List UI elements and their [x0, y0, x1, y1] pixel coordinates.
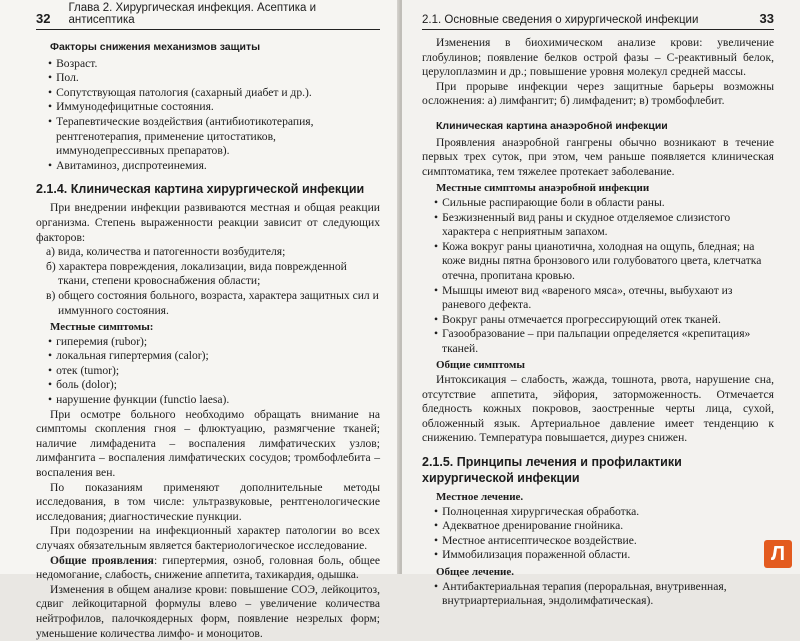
- anaerobic-local-list: [422, 196, 774, 357]
- general-treatment-list: [422, 580, 774, 609]
- list-item: в) общего состояния больного, возраста, характера защитных сил и иммунного состояния.: [46, 288, 379, 317]
- list-item: • Иммунодефицитные состояния.: [36, 100, 380, 115]
- anaerobic-local-title: Местные симптомы анаэробной инфекции: [436, 182, 650, 195]
- paragraph: При прорыве инфекции через защитные барьеры возможны осложнения: а) лимфангит; б) лимфаденит; в) тромбофлебит.: [422, 79, 774, 108]
- local-symptoms-title: Местные симптомы:: [50, 321, 154, 334]
- section-title-2-1-5: 2.1.5. Принципы лечения и профилактики хирургической инфекции: [422, 455, 682, 486]
- list-item: • Возраст.: [36, 57, 380, 72]
- list-item: • Полноценная хирургическая обработка.: [422, 505, 774, 520]
- left-running-title: Глава 2. Хирургическая инфекция. Асептика и антисептика: [68, 2, 317, 26]
- list-item: • Безжизненный вид раны и скудное отделяемое слизистого характера с неприятным запахом.: [422, 211, 774, 240]
- list-item: • Сильные распирающие боли в области раны.: [422, 196, 774, 211]
- list-item: • Местное антисептическое воздействие.: [422, 534, 774, 549]
- paragraph: Проявления анаэробной гангрены обычно возникают в течение первых трех суток, при этом, чем раньше появляется клиническая симптоматика, тем тяжелее протекает заболевание.: [422, 135, 774, 178]
- list-item: • локальная гипертермия (calor);: [36, 349, 380, 364]
- list-item: • Иммобилизация пораженной области.: [422, 548, 774, 563]
- factors-list: [36, 57, 380, 174]
- left-page: [0, 0, 400, 640]
- paragraph: Изменения в биохимическом анализе крови: увеличение глобулинов; появление белков острой фазы – С-реактивный белок, церулоплазмин и др.; повышение уровня молекул средней массы.: [422, 36, 774, 79]
- paragraph: При подозрении на инфекционный характер патологии во всех случаях обязательным является бактериологическое исследование.: [36, 524, 380, 552]
- anaerobic-title: Клиническая картина анаэробной инфекции: [436, 119, 668, 132]
- right-header: [422, 0, 774, 30]
- list-item: • нарушение функции (functio laesa).: [36, 393, 380, 408]
- left-header: [36, 0, 380, 30]
- factors-title: Факторы снижения механизмов защиты: [50, 41, 261, 53]
- paragraph: При осмотре больного необходимо обращать внимание на симптомы скопления гноя – флюктуацию, размягчение тканей; наличие лимфаденита – воспаления лимфатических узлов; лимфангита – воспаления лимфатических сосудов; тромбофлебита – воспаления вен.: [36, 407, 380, 480]
- left-page-number: 32: [36, 11, 51, 26]
- list-item: • гиперемия (rubor);: [36, 335, 380, 350]
- list-item: • боль (dolor);: [36, 378, 380, 393]
- list-item: • Терапевтические воздействия (антибиотикотерапия, рентгенотерапия, применение цитостатиков, иммунодепрессивных препаратов).: [36, 115, 380, 159]
- list-item: • Сопутствующая патология (сахарный диабет и др.).: [36, 86, 380, 101]
- right-running-title: 2.1. Основные сведения о хирургической инфекции: [422, 14, 699, 26]
- list-item: • Кожа вокруг раны цианотична, холодная на ощупь, бледная; на коже видны пятна бронзового или голубоватого цвета, клетчатка отечна, пропитана кровью.: [422, 240, 774, 284]
- right-page: [402, 0, 800, 608]
- list-item: • Вокруг раны отмечается прогрессирующий отек тканей.: [422, 313, 774, 328]
- list-item: • Адекватное дренирование гнойника.: [422, 519, 774, 534]
- list-item: • Пол.: [36, 71, 380, 86]
- general-treatment-title: Общее лечение.: [436, 566, 515, 578]
- right-page-number: 33: [759, 11, 774, 26]
- paragraph: Изменения в общем анализе крови: повышение СОЭ, лейкоцитоз, сдвиг лейкоцитарной формулы влево – увеличение количества нейтрофилов, палочкоядерных форм, появление незрелых форм; уменьшение количества лимфо- и моноцитов.: [36, 582, 380, 640]
- general-symptoms-title: Общие симптомы: [436, 359, 525, 372]
- paragraph: Интоксикация – слабость, жажда, тошнота, рвота, нарушение сна, отсутствие аппетита, эйфория, заторможенность. Отмечается бледность кожных покровов, заостренные черты лица, сухой, обложенный язык. Артериальное давление имеет тенденцию к снижению. Температура повышается, диурез снижен.: [422, 373, 774, 445]
- intro-paragraph: При внедрении инфекции развиваются местная и общая реакции организма. Степень выраженности реакции зависит от следующих факторов:: [36, 201, 380, 244]
- list-item: • Антибактериальная терапия (пероральная, внутривенная, внутриартериальная, эндолимфатическая).: [422, 580, 774, 609]
- general-signs-paragraph: [36, 554, 380, 583]
- list-item: • Газообразование – при пальпации определяется «крепитация» тканей.: [422, 327, 774, 356]
- paragraph: По показаниям применяют дополнительные методы исследования, в том числе: ультразвуковые, рентгенологические исследования; диагностические пункции.: [36, 480, 380, 523]
- general-signs-label: Общие проявления: [50, 553, 154, 567]
- list-item: • Мышцы имеют вид «вареного мяса», отечны, выбухают из раневого дефекта.: [422, 284, 774, 313]
- list-item: б) характера повреждения, локализации, вида поврежденной ткани, степени кровоснабжения области;: [46, 259, 347, 288]
- local-symptoms-list: [36, 335, 380, 408]
- local-treatment-title: Местное лечение.: [436, 491, 524, 504]
- list-item: • отек (tumor);: [36, 364, 380, 379]
- list-item: а) вида, количества и патогенности возбудителя;: [46, 245, 286, 259]
- list-item: • Авитаминоз, диспротеинемия.: [36, 159, 380, 174]
- local-treatment-list: [422, 505, 774, 563]
- section-title-2-1-4: 2.1.4. Клиническая картина хирургической инфекции: [36, 182, 365, 197]
- general-signs-text: : гипертермия, озноб, головная боль, общее недомогание, слабость, снижение аппетита, тахикардия, одышка.: [36, 553, 380, 582]
- publisher-logo-icon: Л: [764, 540, 792, 568]
